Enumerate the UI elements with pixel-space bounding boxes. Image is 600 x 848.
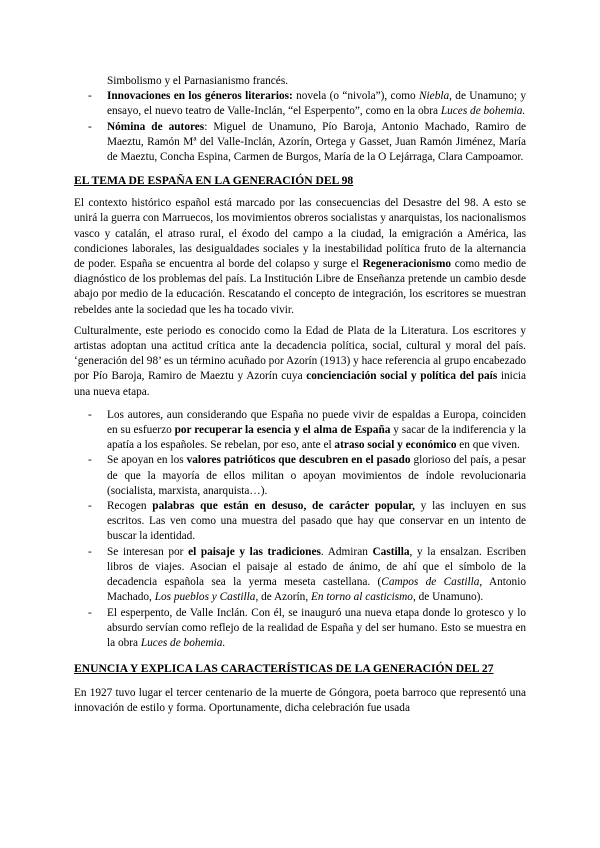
text-segment: por recuperar la esencia y el alma de España: [174, 424, 391, 437]
text-segment: El esperpento, de Valle Inclán. Con él, se inauguró una nueva etapa donde lo grotesco y lo absurdo servían como reflejo de la realidad de España y del ser humano. Esto se muestra en la obra: [107, 606, 526, 649]
text-segment: En torno al casticismo: [310, 591, 413, 604]
text-segment: valores patrióticos que descubren en el pasado: [186, 454, 411, 467]
text-segment: inicia una nueva etapa.: [74, 370, 526, 398]
text-segment: Innovaciones en los géneros literarios:: [107, 90, 293, 103]
text-segment: el paisaje y las tradiciones: [188, 545, 321, 558]
text-segment: Regeneracionismo: [362, 258, 452, 271]
text-segment: Los pueblos y Castilla: [154, 591, 256, 604]
text-segment: , de Azorín,: [255, 591, 311, 604]
text-segment: : Miguel de Unamuno, Pío Baroja, Antonio Machado, Ramiro de Maeztu, Ramón Mª del Valle-Inclán, Azorín, Ortega y Gasset, Juan Ramón Jiménez, María de Maeztu, Concha Espina, Carmen de Burgos, María de la O Lejárraga, Clara Campoamor.: [107, 120, 526, 164]
text-segment: Luces de bohemia.: [440, 105, 526, 118]
list-dash: -: [88, 408, 92, 421]
section-heading-generacion-27: ENUNCIA Y EXPLICA LAS CARACTERÍSTICAS DE LA GENERACIÓN DEL 27: [74, 662, 494, 676]
text-segment: Se interesan por: [107, 545, 189, 558]
text-segment: Nómina de autores: [107, 120, 205, 133]
text-segment: como medio de diagnóstico de los problemas del país. La Institución Libre de Enseñanza pretende un cambio desde abajo por medio de la educación. Rescatando el concepto de integración, los escritores se muestran rebeldes ante la sociedad que les ha tocado vivir.: [74, 258, 526, 316]
text-segment: concienciación social y política del país: [306, 370, 498, 383]
text-segment: y las incluyen en sus escritos. Las ven como una muestra del pasado que hay que conservar en un intento de buscar la identidad.: [107, 500, 526, 543]
paragraph-generacion-27: [74, 686, 526, 716]
list-dash: -: [88, 545, 92, 558]
list-dash: -: [88, 90, 92, 103]
list-dash: -: [88, 454, 92, 467]
text-segment: palabras que están en desuso, de carácter popular,: [152, 500, 415, 513]
paragraph-culturalmente: [74, 324, 526, 400]
text-segment: Se apoyan en los: [107, 454, 187, 467]
text-segment: Simbolismo y el Parnasianismo francés.: [107, 75, 289, 87]
list-dash: -: [88, 606, 92, 619]
list-item: [74, 74, 526, 89]
text-segment: En 1927 tuvo lugar el tercer centenario de la muerte de Góngora, poeta barroco que representó una innovación de estilo y forma. Oportunamente, dicha celebración fue usada: [74, 687, 526, 715]
text-segment: , y la ensalzan. Escriben libros de viajes. Asocian el paisaje al estado de ánimo, de ahí que el símbolo de la decadencia española sea la yerma meseta castellana. (: [107, 545, 526, 589]
list-dash: -: [88, 500, 92, 513]
paragraph-contexto-historico: [74, 196, 526, 318]
list-item: [74, 499, 526, 545]
text-segment: glorioso del país, a pesar de que la mayoría de ellos militan o apoyan movimientos de índole revolucionaria (socialista, marxista, anarquista…).: [107, 454, 526, 497]
text-segment: , de Unamuno; y ensayo, el nuevo teatro de Valle-Inclán, “el Esperpento”, como en la obra: [107, 90, 526, 118]
text-segment: novela (o “nivola”), como: [292, 90, 419, 103]
text-segment: El contexto histórico español está marcado por las consecuencias del Desastre del 98. A esto se unirá la guerra con Marruecos, los movimientos obreros socialistas y anarquistas, los nacionalismos vasco y catalán, el atraso rural, el éxodo del campo a la ciudad, la emigración a América, las condiciones laborales, las desigualdades sociales y la inestabilidad política fruto de la alternancia de poder. España se encuentra al borde del colapso y surge el: [74, 197, 526, 271]
features-list: [74, 74, 526, 165]
text-segment: Recogen: [107, 500, 153, 513]
text-segment: . Admiran: [320, 545, 373, 558]
list-item: [74, 606, 526, 652]
text-segment: Campos de Castilla: [381, 576, 480, 589]
list-item: [74, 453, 526, 499]
tema-espana-list: [74, 408, 526, 651]
text-segment: Castilla: [372, 545, 410, 558]
text-segment: , Antonio Machado,: [107, 576, 526, 604]
list-item: [74, 120, 526, 166]
text-segment: Niebla: [419, 90, 450, 103]
list-item: [74, 408, 526, 454]
text-segment: atraso social y económico: [334, 439, 457, 452]
list-item: [74, 89, 526, 119]
text-segment: en que viven.: [456, 439, 520, 452]
list-item: [74, 545, 526, 606]
text-segment: Luces de bohemia.: [140, 636, 226, 649]
text-segment: Los autores, aun considerando que España no puede vivir de espaldas a Europa, coinciden en su esfuerzo: [107, 408, 526, 437]
section-heading-tema-espana: EL TEMA DE ESPAÑA EN LA GENERACIÓN DEL 98: [74, 174, 354, 188]
text-segment: Culturalmente, este periodo es conocido como la Edad de Plata de la Literatura. Los escritores y artistas adoptan una actitud crítica ante la decadencia política, social, cultural y moral del país. ‘generación del 98’ es un término acuñado por Azorín (1913) y hace referencia al grupo encabezado por Pío Baroja, Ramiro de Maeztu y Azorín cuya: [74, 324, 526, 383]
text-segment: , de Unamuno).: [412, 591, 484, 604]
text-segment: y sacar de la indiferencia y la apatía a los españoles. Se rebelan, por eso, ante el: [107, 424, 526, 452]
list-dash: -: [88, 120, 92, 133]
document-page: [74, 74, 526, 717]
